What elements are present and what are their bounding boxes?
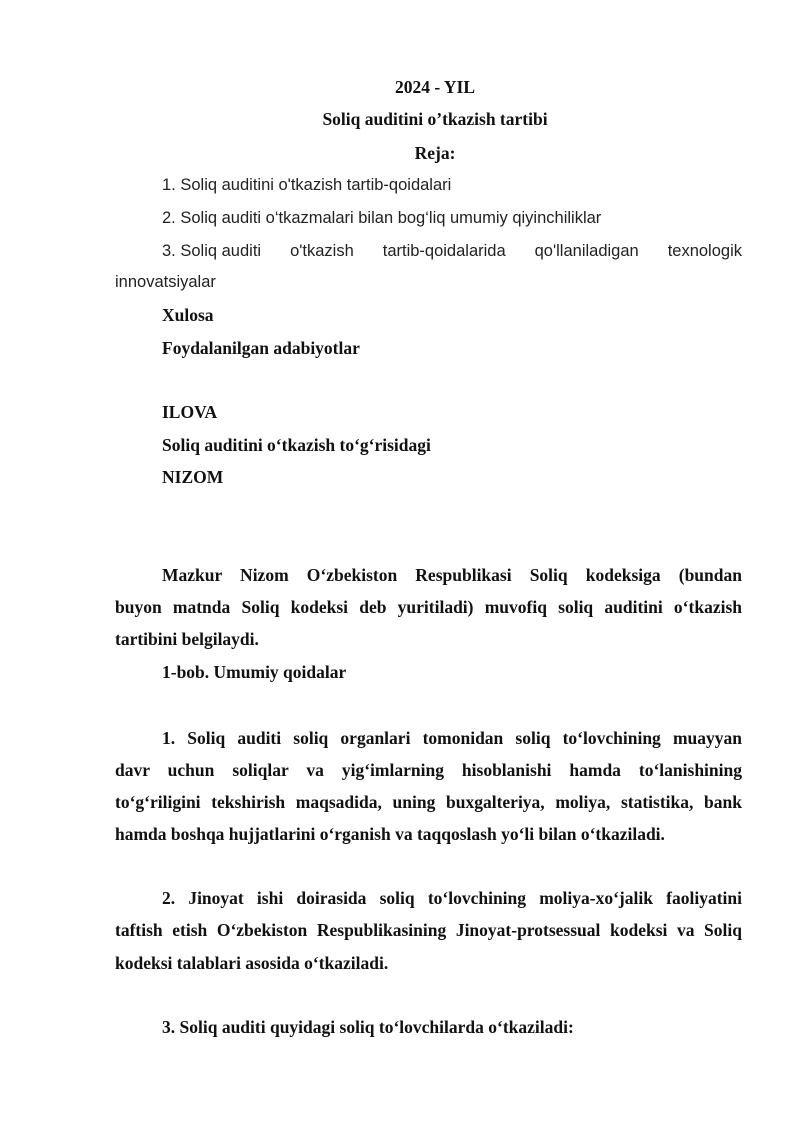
- intro-line: Mazkur Nizom O‘zbekiston Respublikasi Soliq kodeksiga (bundan: [162, 565, 742, 585]
- plan-conclusion: Xulosa: [162, 305, 214, 325]
- appendix-doc-type: NIZOM: [162, 467, 224, 487]
- plan-item-3-continuation: innovatsiyalar: [115, 273, 216, 291]
- plan-item-2: 2. Soliq auditi o‘tkazmalari bilan bog‘liq umumiy qiyinchiliklar: [162, 209, 602, 227]
- plan-item-3-word: tartib-qoidalarida: [382, 242, 506, 260]
- plan-item-3-word: o'tkazish: [290, 242, 354, 260]
- paragraph-1-line: davr uchun soliqlar va yig‘imlarning hisoblanishi hamda to‘lanishining: [115, 760, 742, 780]
- appendix-subtitle: Soliq auditini o‘tkazish to‘g‘risidagi: [162, 435, 431, 455]
- paragraph-1-line: 1. Soliq auditi soliq organlari tomonidan soliq to‘lovchining muayyan: [162, 728, 742, 748]
- paragraph-1-line: to‘g‘riligini tekshirish maqsadida, uning buxgalteriya, moliya, statistika, bank: [115, 792, 742, 812]
- appendix-label: ILOVA: [162, 402, 218, 422]
- plan-item-1: 1. Soliq auditini o'tkazish tartib-qoidalari: [162, 176, 452, 194]
- plan-item-3-word: qo'llaniladigan: [534, 242, 639, 260]
- document-title: Soliq auditini o’tkazish tartibi: [322, 109, 548, 129]
- plan-item-3-word: texnologik: [667, 242, 742, 260]
- paragraph-3-line: 3. Soliq auditi quyidagi soliq to‘lovchilarda o‘tkaziladi:: [162, 1017, 574, 1037]
- paragraph-1-line-last: hamda boshqa hujjatlarini o‘rganish va taqqoslash yo‘li bilan o‘tkaziladi.: [115, 824, 665, 844]
- intro-line: buyon matnda Soliq kodeksi deb yuritiladi) muvofiq soliq auditini o‘tkazish: [115, 597, 742, 617]
- document-year: 2024 - YIL: [394, 77, 476, 97]
- chapter-1-title: 1-bob. Umumiy qoidalar: [162, 662, 347, 682]
- plan-heading: Reja:: [414, 143, 456, 163]
- plan-item-3-word: 3. Soliq auditi: [162, 242, 262, 260]
- paragraph-2-line: taftish etish O‘zbekiston Respublikasining Jinoyat-protsessual kodeksi va Soliq: [115, 920, 742, 940]
- plan-references: Foydalanilgan adabiyotlar: [162, 338, 360, 358]
- intro-line-last: tartibini belgilaydi.: [115, 629, 259, 649]
- plan-item-3: [162, 240, 742, 262]
- paragraph-2-line: 2. Jinoyat ishi doirasida soliq to‘lovchining moliya-xo‘jalik faoliyatini: [162, 888, 742, 908]
- paragraph-2-line-last: kodeksi talablari asosida o‘tkaziladi.: [115, 953, 389, 973]
